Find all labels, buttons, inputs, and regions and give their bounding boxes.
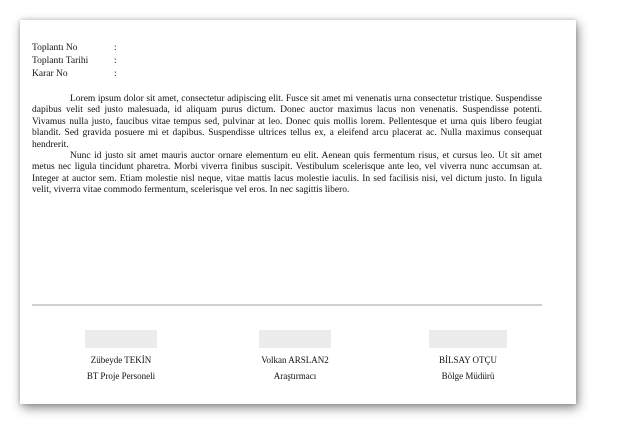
meeting-number-row: [32, 42, 124, 55]
document-body: [32, 94, 542, 197]
signer-name: BİLSAY OTÇU: [438, 355, 498, 365]
signer-name: Volkan ARSLAN2: [261, 355, 329, 365]
decision-number-row: [32, 68, 124, 81]
signer-title: BT Proje Personeli: [86, 371, 156, 381]
body-paragraph-1: Lorem ipsum dolor sit amet, consectetur adipiscing elit. Fusce sit amet mi venenatis urna consectetur tristique. Suspendisse dapibus velit sed justo malesuada, id aliquam purus dictum. Donec auctor maximus lacus non venenatis. Suspendisse potenti. Vivamus nulla justo, faucibus vitae tempus sed, pulvinar at leo. Donec quis mollis lorem. Pellentesque et urna quis libero feugiat blandit. Sed gravida posuere mi et dapibus. Suspendisse ultrices tellus ex, a eleifend arcu placerat ac. Nulla maximus consequat hendrerit.: [32, 94, 542, 150]
signature-placeholder: [85, 330, 157, 348]
meeting-date-label: Toplantı Tarihi: [32, 56, 89, 66]
signer-3: [418, 330, 518, 384]
signer-title: Bölge Müdürü: [441, 371, 495, 381]
signer-title: Araştırmacı: [273, 371, 317, 381]
decision-number-label: Karar No: [32, 69, 68, 79]
meeting-number-label: Toplantı No: [32, 43, 78, 53]
meeting-meta: [32, 42, 124, 81]
decision-number-colon: :: [114, 69, 117, 79]
document-page: [20, 20, 576, 404]
signature-divider: [32, 304, 542, 306]
signature-placeholder: [259, 330, 331, 348]
signer-2: [245, 330, 345, 384]
meeting-date-row: [32, 55, 124, 68]
signer-1: [71, 330, 171, 384]
body-paragraph-2: Nunc id justo sit amet mauris auctor ornare elementum eu elit. Aenean quis fermentum risus, et cursus leo. Ut sit amet metus nec ligula tincidunt pharetra. Morbi viverra finibus suscipit. Vestibulum scelerisque ante leo, vel viverra nunc accumsan at. Integer at auctor sem. Etiam molestie nisl neque, vitae mattis lacus molestie iaculis. In sed facilisis nisi, vel dictum justo. In ligula velit, viverra vitae commodo fermentum, scelerisque vel eros. In nec sagittis libero.: [32, 151, 542, 196]
signature-placeholder: [429, 330, 507, 348]
meeting-date-colon: :: [114, 56, 117, 66]
signer-name: Zübeyde TEKİN: [90, 355, 152, 365]
meeting-number-colon: :: [114, 43, 117, 53]
